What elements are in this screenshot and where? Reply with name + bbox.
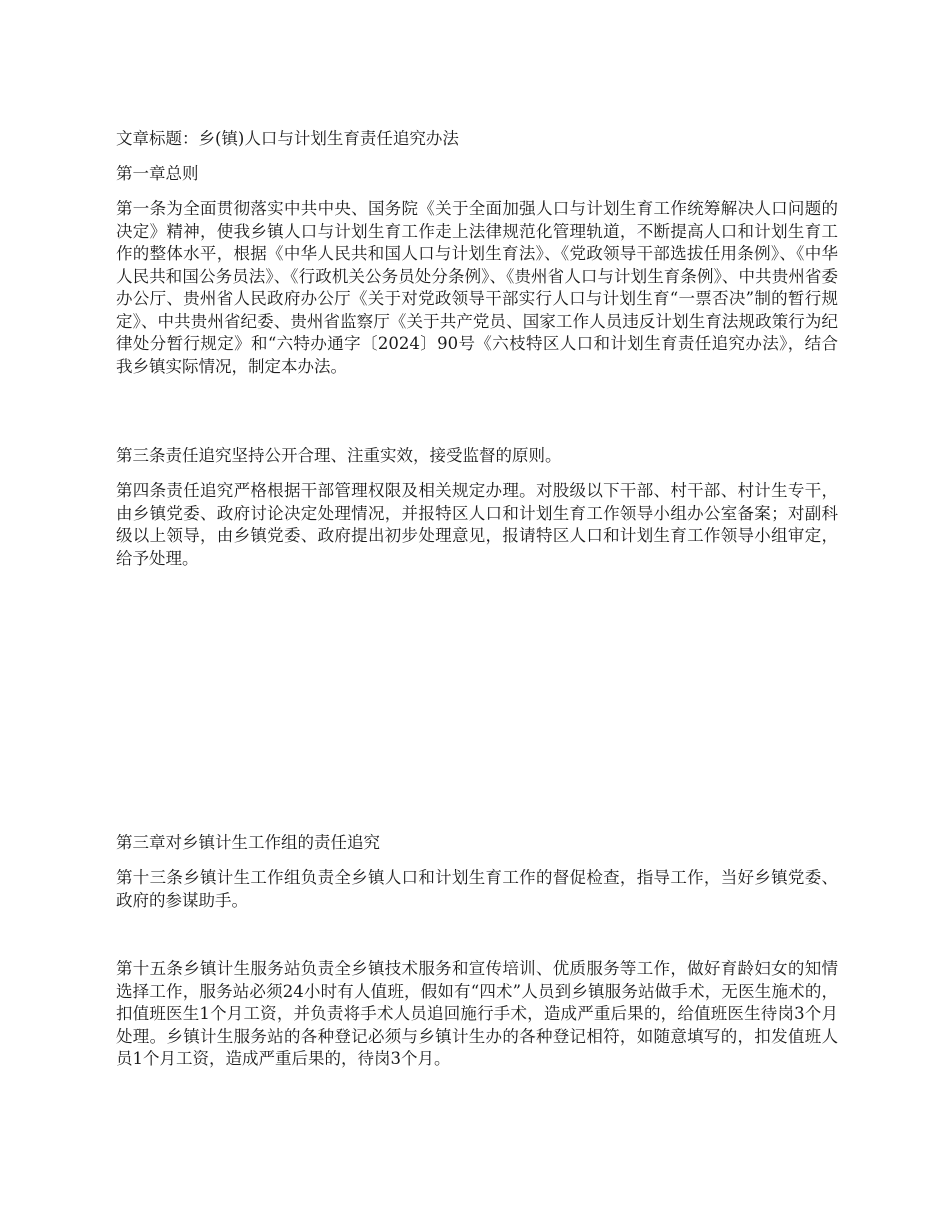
chapter-heading: 第三章对乡镇计生工作组的责任追究 (116, 833, 380, 852)
article-paragraph: 第四条责任追究严格根据干部管理权限及相关规定办理。对股级以下干部、村干部、村计生专干，由乡镇党委、政府讨论决定处理情况，并报特区人口和计划生育工作领导小组办公室备案；对副科级以上领导，由乡镇党委、政府提出初步处理意见，报请特区人口和计划生育工作领导小组审定，给予处理。 (116, 481, 838, 568)
article-paragraph: 第三条责任追究坚持公开合理、注重实效，接受监督的原则。 (116, 446, 562, 465)
article-paragraph: 第十五条乡镇计生服务站负责全乡镇技术服务和宣传培训、优质服务等工作，做好育龄妇女的知情选择工作，服务站必须24小时有人值班，假如有“四术”人员到乡镇服务站做手术，无医生施术的，扣值班医生1个月工资，并负责将手术人员追回施行手术，造成严重后果的，给值班医生待岗3个月处理。乡镇计生服务站的各种登记必须与乡镇计生办的各种登记相符，如随意填写的，扣发值班人员1个月工资，造成严重后果的，待岗3个月。 (116, 959, 838, 1068)
article-title: 文章标题：乡(镇)人口与计划生育责任追究办法 (116, 129, 459, 148)
chapter-heading: 第一章总则 (116, 164, 199, 183)
article-paragraph: 第十三条乡镇计生工作组负责全乡镇人口和计划生育工作的督促检查，指导工作，当好乡镇党委、政府的参谋助手。 (116, 868, 838, 910)
article-paragraph: 第一条为全面贯彻落实中共中央、国务院《关于全面加强人口与计划生育工作统筹解决人口问题的决定》精神，使我乡镇人口与计划生育工作走上法律规范化管理轨道，不断提高人口和计划生育工作的整体水平，根据《中华人民共和国人口与计划生育法》、《党政领导干部选拔任用条例》、《中华人民共和国公务员法》、《行政机关公务员处分条例》、《贵州省人口与计划生育条例》、中共贵州省委办公厅、贵州省人民政府办公厅《关于对党政领导干部实行人口与计划生育“一票否决”制的暂行规定》、中共贵州省纪委、贵州省监察厅《关于共产党员、国家工作人员违反计划生育法规政策行为纪律处分暂行规定》和“六特办通字〔2024〕90号《六枝特区人口和计划生育责任追究办法》，结合我乡镇实际情况，制定本办法。 (116, 199, 838, 376)
